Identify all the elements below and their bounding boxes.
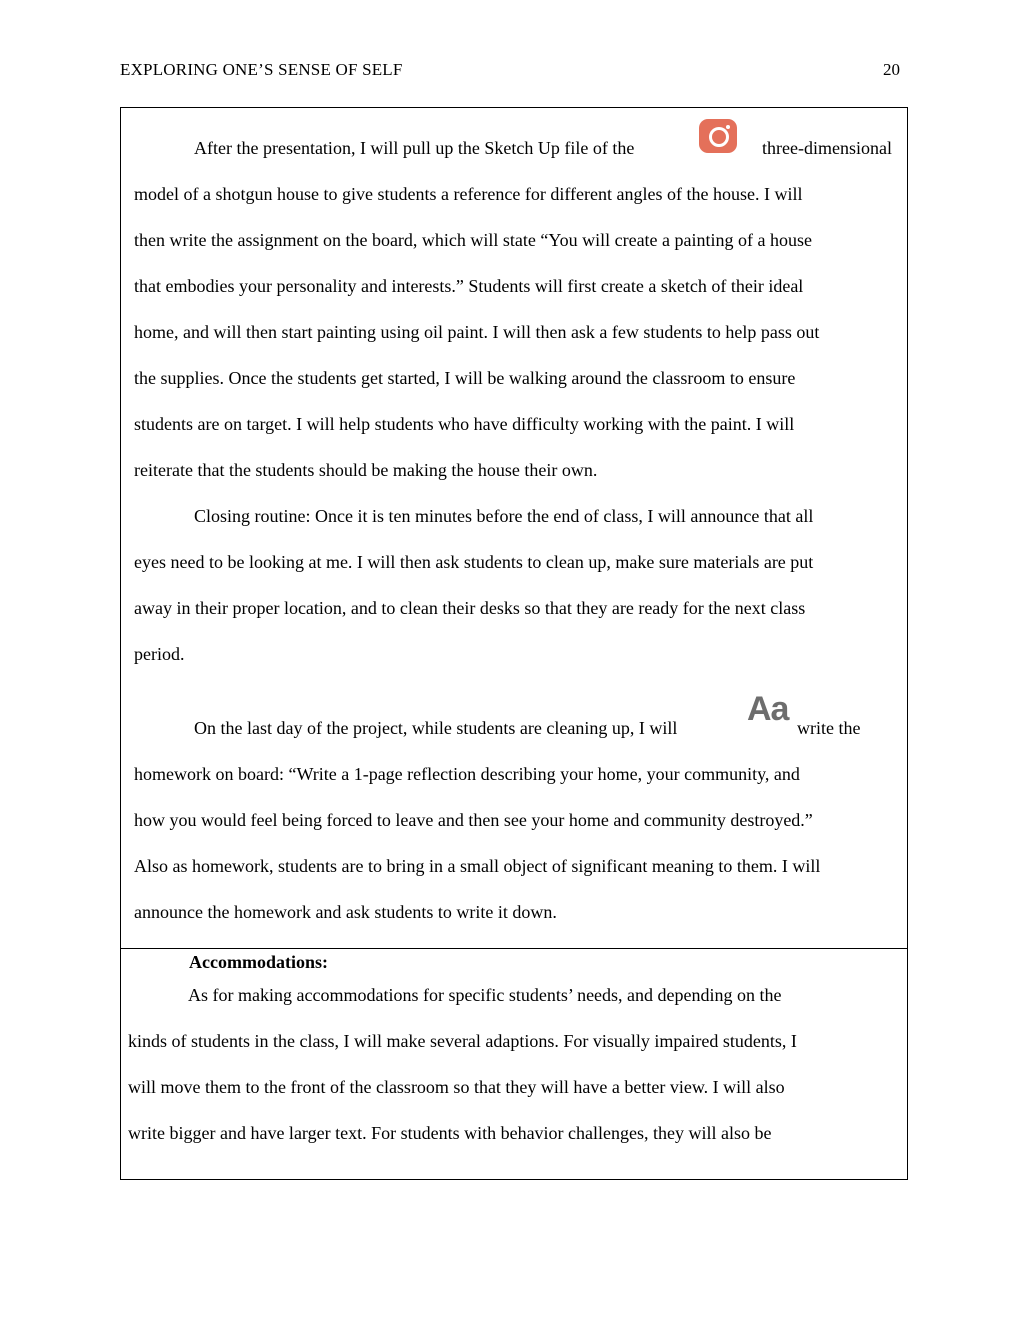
text-line: After the presentation, I will pull up the Sketch Up file of the three-dimensional [194, 138, 892, 158]
text-line: model of a shotgun house to give students a reference for different angles of the house. I will [134, 184, 803, 204]
text-line: On the last day of the project, while students are cleaning up, I will write the [194, 718, 861, 738]
page-number: 20 [883, 60, 900, 79]
lesson-procedure-box [120, 107, 908, 949]
procedure-paragraphs [134, 136, 898, 946]
text-line: period. [134, 644, 185, 664]
text-line-tail: write the [797, 718, 861, 738]
text-format-icon[interactable]: Aa [747, 690, 789, 728]
text-line: away in their proper location, and to clean their desks so that they are ready for the next class [134, 598, 806, 618]
text-line: that embodies your personality and interests.” Students will first create a sketch of their ideal [134, 276, 804, 296]
accommodations-heading: Accommodations: [189, 952, 328, 972]
text-line: kinds of students in the class, I will make several adaptions. For visually impaired students, I [128, 1031, 797, 1051]
text-line: students are on target. I will help students who have difficulty working with the paint. I will [134, 414, 795, 434]
text-line: write bigger and have larger text. For students with behavior challenges, they will also be [128, 1123, 772, 1143]
text-line: homework on board: “Write a 1-page reflection describing your home, your community, and [134, 764, 800, 784]
text-line-tail: three-dimensional [762, 138, 892, 158]
text-line: eyes need to be looking at me. I will then ask students to clean up, make sure materials are put [134, 552, 814, 572]
text-line: announce the homework and ask students to write it down. [134, 902, 557, 922]
text-line: home, and will then start painting using oil paint. I will then ask a few students to help pass out [134, 322, 820, 342]
text-line: reiterate that the students should be making the house their own. [134, 460, 598, 480]
text-line: Also as homework, students are to bring in a small object of significant meaning to them. I will [134, 856, 821, 876]
running-title: EXPLORING ONE’S SENSE OF SELF [120, 60, 403, 79]
text-line: Closing routine: Once it is ten minutes before the end of class, I will announce that all [194, 506, 814, 526]
text-line: how you would feel being forced to leave and then see your home and community destroyed.” [134, 810, 813, 830]
text-line: then write the assignment on the board, which will state “You will create a painting of a house [134, 230, 813, 250]
accommodations-paragraph [128, 983, 898, 1167]
text-line: As for making accommodations for specific students’ needs, and depending on the [188, 985, 782, 1005]
accommodations-box [120, 948, 908, 1180]
running-head [120, 60, 900, 84]
text-line: the supplies. Once the students get started, I will be walking around the classroom to ensure [134, 368, 796, 388]
text-line: will move them to the front of the classroom so that they will have a better view. I will also [128, 1077, 785, 1097]
